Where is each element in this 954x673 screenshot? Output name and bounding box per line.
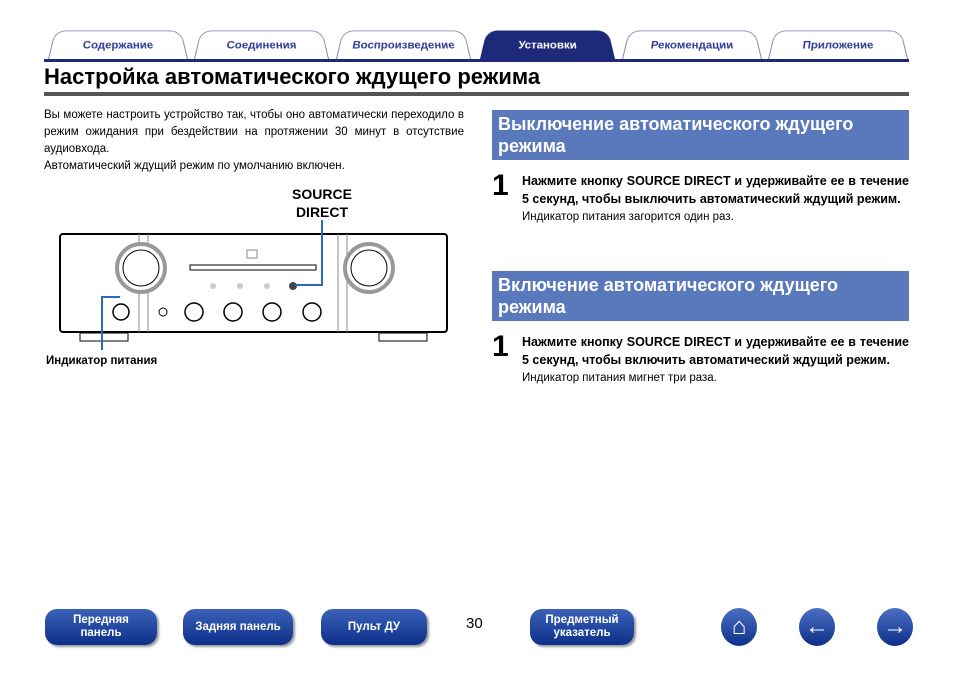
step-number: 1 — [492, 169, 509, 202]
step-note: Индикатор питания загорится один раз. — [522, 211, 734, 223]
source-direct-label: SOURCE DIRECT — [292, 186, 352, 220]
rear-panel-button[interactable]: Задняя панель — [183, 609, 293, 645]
section-heading-enable: Включение автоматического ждущего режима — [492, 271, 909, 321]
home-icon: ⌂ — [731, 613, 747, 640]
step-text: Нажмите кнопку SOURCE DIRECT и удерживайте ее в течение 5 секунд, чтобы выключить автоматический ждущий режим. — [522, 174, 909, 206]
page-title: Настройка автоматического ждущего режима — [44, 64, 909, 96]
power-indicator-label: Индикатор питания — [46, 355, 158, 367]
step-disable — [492, 169, 909, 223]
forward-button[interactable] — [877, 608, 913, 646]
page-number: 30 — [466, 615, 483, 632]
arrow-right-icon: → — [883, 613, 907, 640]
tab-tips[interactable]: Рекомендации — [622, 30, 762, 59]
index-button[interactable]: Предметный указатель — [530, 609, 634, 645]
home-button[interactable] — [721, 608, 757, 646]
front-panel-button[interactable]: Передняя панель — [45, 609, 157, 645]
tab-settings[interactable]: Установки — [480, 30, 615, 59]
amplifier-front-panel-illustration — [55, 220, 455, 350]
tab-playback[interactable]: Воспроизведение — [336, 30, 471, 59]
section-heading-disable: Выключение автоматического ждущего режима — [492, 110, 909, 160]
step-enable — [492, 330, 909, 384]
step-number: 1 — [492, 330, 509, 363]
intro-paragraph: Вы можете настроить устройство так, чтобы оно автоматически переходило в режим ожидания при бездействии на протяжении 30 минут в отсутствие аудиовхода. — [44, 109, 464, 155]
step-note: Индикатор питания мигнет три раза. — [522, 372, 717, 384]
remote-button[interactable]: Пульт ДУ — [321, 609, 427, 645]
tab-connections[interactable]: Соединения — [194, 30, 329, 59]
step-text: Нажмите кнопку SOURCE DIRECT и удерживайте ее в течение 5 секунд, чтобы включить автоматический ждущий режим. — [522, 335, 909, 367]
back-button[interactable] — [799, 608, 835, 646]
intro-paragraph: Автоматический ждущий режим по умолчанию включен. — [44, 160, 345, 172]
tab-appendix[interactable]: Приложение — [768, 30, 908, 59]
tab-bar — [44, 27, 909, 62]
tab-contents[interactable]: Содержание — [48, 30, 188, 59]
arrow-left-icon: ← — [805, 613, 829, 640]
intro-text — [44, 107, 464, 175]
